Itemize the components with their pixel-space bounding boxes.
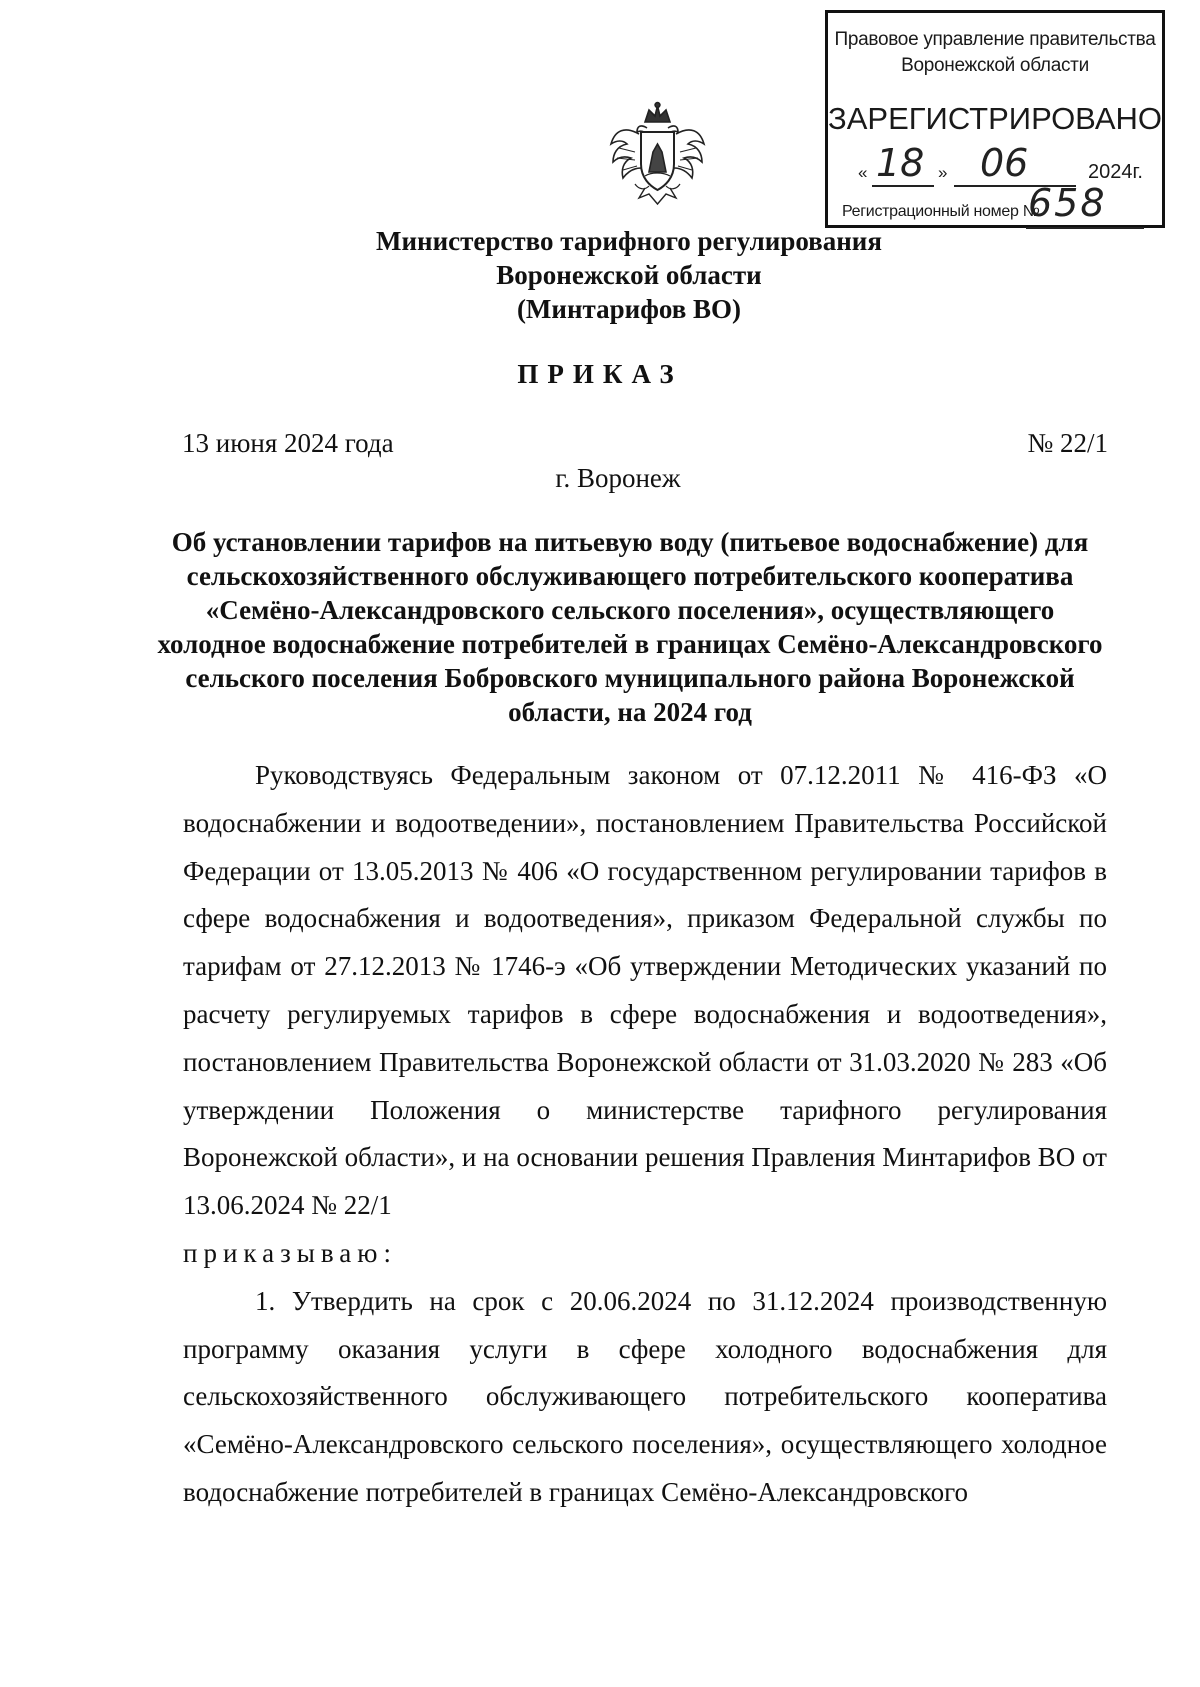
document-date: 13 июня 2024 года <box>182 428 394 458</box>
ministry-name <box>0 224 1200 326</box>
stamp-reg-number-label: Регистрационный номер № <box>842 203 1040 220</box>
ministry-name-line3: (Минтарифов ВО) <box>516 294 742 324</box>
document-body <box>183 752 1107 1517</box>
item-1-paragraph: 1. Утвердить на срок с 20.06.2024 по 31.12.2024 производственную программу оказания услуги в сфере холодного водоснабжения для сельскохозяйственного обслуживающего потребительского кооператива «Семёно-Александровского сельского поселения», осуществляющего холодное водоснабжение потребителей в границах Семёно-Александровского <box>183 1285 1107 1507</box>
document-type: ПРИКАЗ <box>517 359 683 389</box>
ministry-name-line2: Воронежской области <box>496 260 762 290</box>
document-city <box>0 463 1200 494</box>
stamp-date-day-underline <box>872 185 934 187</box>
stamp-date-month: 06 <box>980 141 1029 185</box>
stamp-date-open-quote: « <box>858 163 868 182</box>
stamp-date <box>858 141 1152 191</box>
stamp-organization-line1: Правовое управление правительства <box>834 29 1156 50</box>
document-title: Об установлении тарифов на питьевую воду (питьевое водоснабжение) для сельскохозяйственного обслуживающего потребительского кооператива «Семёно-Александровского сельского поселения», осуществляющего холодное водоснабжение потребителей в границах Семёно-Александровского сельского поселения Бобровского муниципального района Воронежской области, на 2024 год <box>157 527 1103 727</box>
stamp-date-year: 2024г. <box>1088 161 1143 183</box>
document-number: № 22/1 <box>1027 428 1108 458</box>
preamble-paragraph: Руководствуясь Федеральным законом от 07.12.2011 № 416-ФЗ «О водоснабжении и водоотведении», постановлением Правительства Российской Федерации от 13.05.2013 № 406 «О государственном регулировании тарифов в сфере водоснабжения и водоотведения», приказом Федеральной службы по тарифам от 27.12.2013 № 1746-э «Об утверждении Методических указаний по расчету регулируемых тарифов в сфере водоснабжения и водоотведения», постановлением Правительства Воронежской области от 31.03.2020 № 283 «Об утверждении Положения о министерстве тарифного регулирования Воронежской области», и на основании решения Правления Минтарифов ВО от 13.06.2024 № 22/1 <box>183 760 1107 1221</box>
stamp-organization <box>828 27 1162 79</box>
stamp-organization-line2: Воронежской области <box>901 55 1089 76</box>
coat-of-arms-icon <box>605 100 710 210</box>
order-word: приказываю: <box>183 1237 397 1268</box>
stamp-date-day: 18 <box>876 141 925 185</box>
ministry-name-line1: Министерство тарифного регулирования <box>376 226 882 256</box>
stamp-date-close-quote: » <box>938 163 948 182</box>
stamp-status: ЗАРЕГИСТРИРОВАНО <box>828 101 1163 136</box>
stamp-reg-number-value: 658 <box>1028 181 1107 225</box>
document-city-text: г. Воронеж <box>555 463 681 493</box>
registration-stamp <box>825 10 1165 228</box>
